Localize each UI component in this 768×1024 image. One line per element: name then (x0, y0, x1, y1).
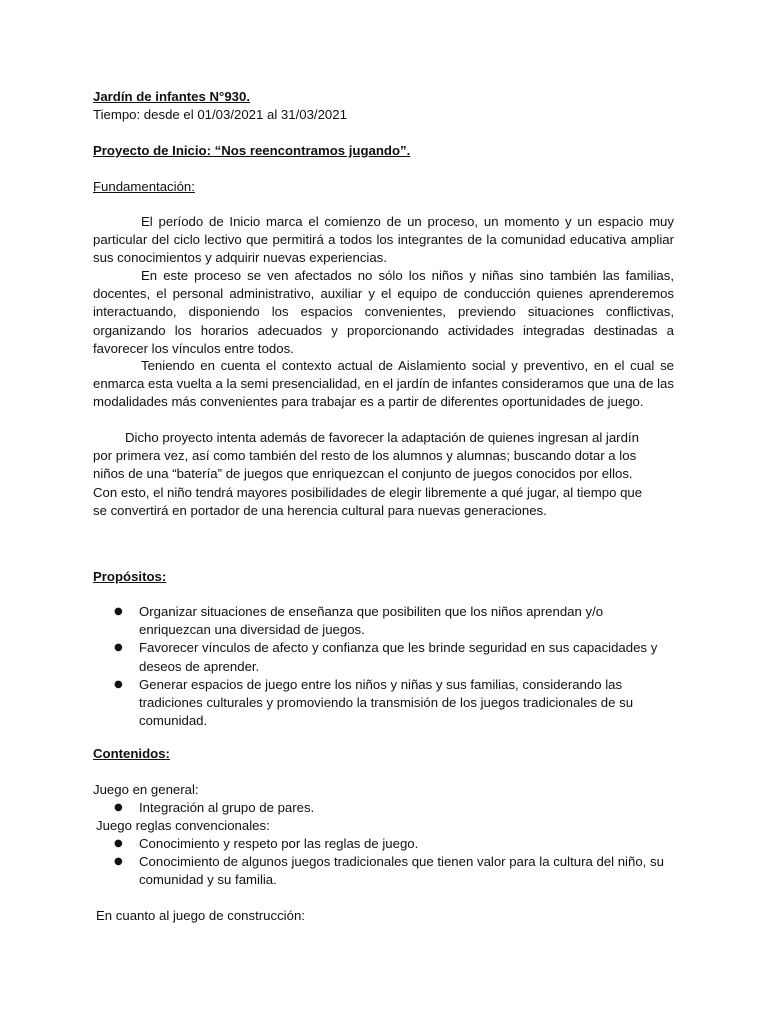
fundamentacion-paragraph-2: En este proceso se ven afectados no sólo los niños y niñas sino también las familias, docentes, el personal administrativo, auxiliar y el equipo de conducción quienes aprenderemos interactuando, disponiendo los espacios convenientes, previendo situaciones conflictivas, organizando los horarios adecuados y proporcionando actividades integradas destinadas a favorecer los vínculos entre todos. (93, 268, 674, 356)
propositos-list (93, 603, 674, 730)
contenidos-heading: Contenidos: (93, 746, 170, 761)
project-title: Proyecto de Inicio: “Nos reencontramos jugando”. (93, 143, 411, 158)
list-item: ● Conocimiento y respeto por las reglas de juego. (93, 835, 674, 853)
list-item: ● Conocimiento de algunos juegos tradicionales que tienen valor para la cultura del niño, su comunidad y su familia. (93, 853, 674, 889)
juego-construccion-label: En cuanto al juego de construcción: (96, 908, 305, 923)
fundamentacion-paragraph-3: Teniendo en cuenta el contexto actual de Aislamiento social y preventivo, en el cual se enmarca esta vuelta a la semi presencialidad, en el jardín de infantes consideramos que una de las modalidades más convenientes para trabajar es a partir de diferentes oportunidades de juego. (93, 358, 674, 410)
school-name: Jardín de infantes N°930. (93, 89, 250, 104)
juego-general-label: Juego en general: (93, 782, 199, 797)
list-item: ● Integración al grupo de pares. (93, 799, 674, 817)
juego-reglas-label: Juego reglas convencionales: (96, 818, 270, 833)
list-item: ● Generar espacios de juego entre los niños y niñas y sus familias, considerando las tradiciones culturales y promoviendo la transmisión de los juegos tradicionales de su comunidad. (93, 676, 674, 731)
list-item: ● Favorecer vínculos de afecto y confianza que les brinde seguridad en sus capacidades y deseos de aprender. (93, 639, 674, 675)
propositos-heading: Propósitos: (93, 569, 167, 584)
fundamentacion-paragraph-4: Dicho proyecto intenta además de favorecer la adaptación de quienes ingresan al jardín por primera vez, así como también del resto de los alumnos y alumnas; buscando dotar a los niños de una “batería” de juegos que enriquezcan el conjunto de juegos conocidos por ellos. Con esto, el niño tendrá mayores posibilidades de elegir libremente a qué jugar, al tiempo que se convertirá en portador de una herencia cultural para nuevas generaciones. (93, 430, 643, 518)
time-period: Tiempo: desde el 01/03/2021 al 31/03/2021 (93, 107, 347, 122)
juego-general-list (93, 799, 674, 817)
fundamentacion-paragraph-1: El período de Inicio marca el comienzo de un proceso, un momento y un espacio muy particular del ciclo lectivo que permitirá a todos los integrantes de la comunidad educativa ampliar sus conocimientos y adquirir nuevas experiencias. (93, 214, 674, 266)
fundamentacion-heading: Fundamentación: (93, 179, 195, 194)
juego-reglas-list (93, 835, 674, 890)
list-item: ● Organizar situaciones de enseñanza que posibiliten que los niños aprendan y/o enriquezcan una diversidad de juegos. (93, 603, 674, 639)
